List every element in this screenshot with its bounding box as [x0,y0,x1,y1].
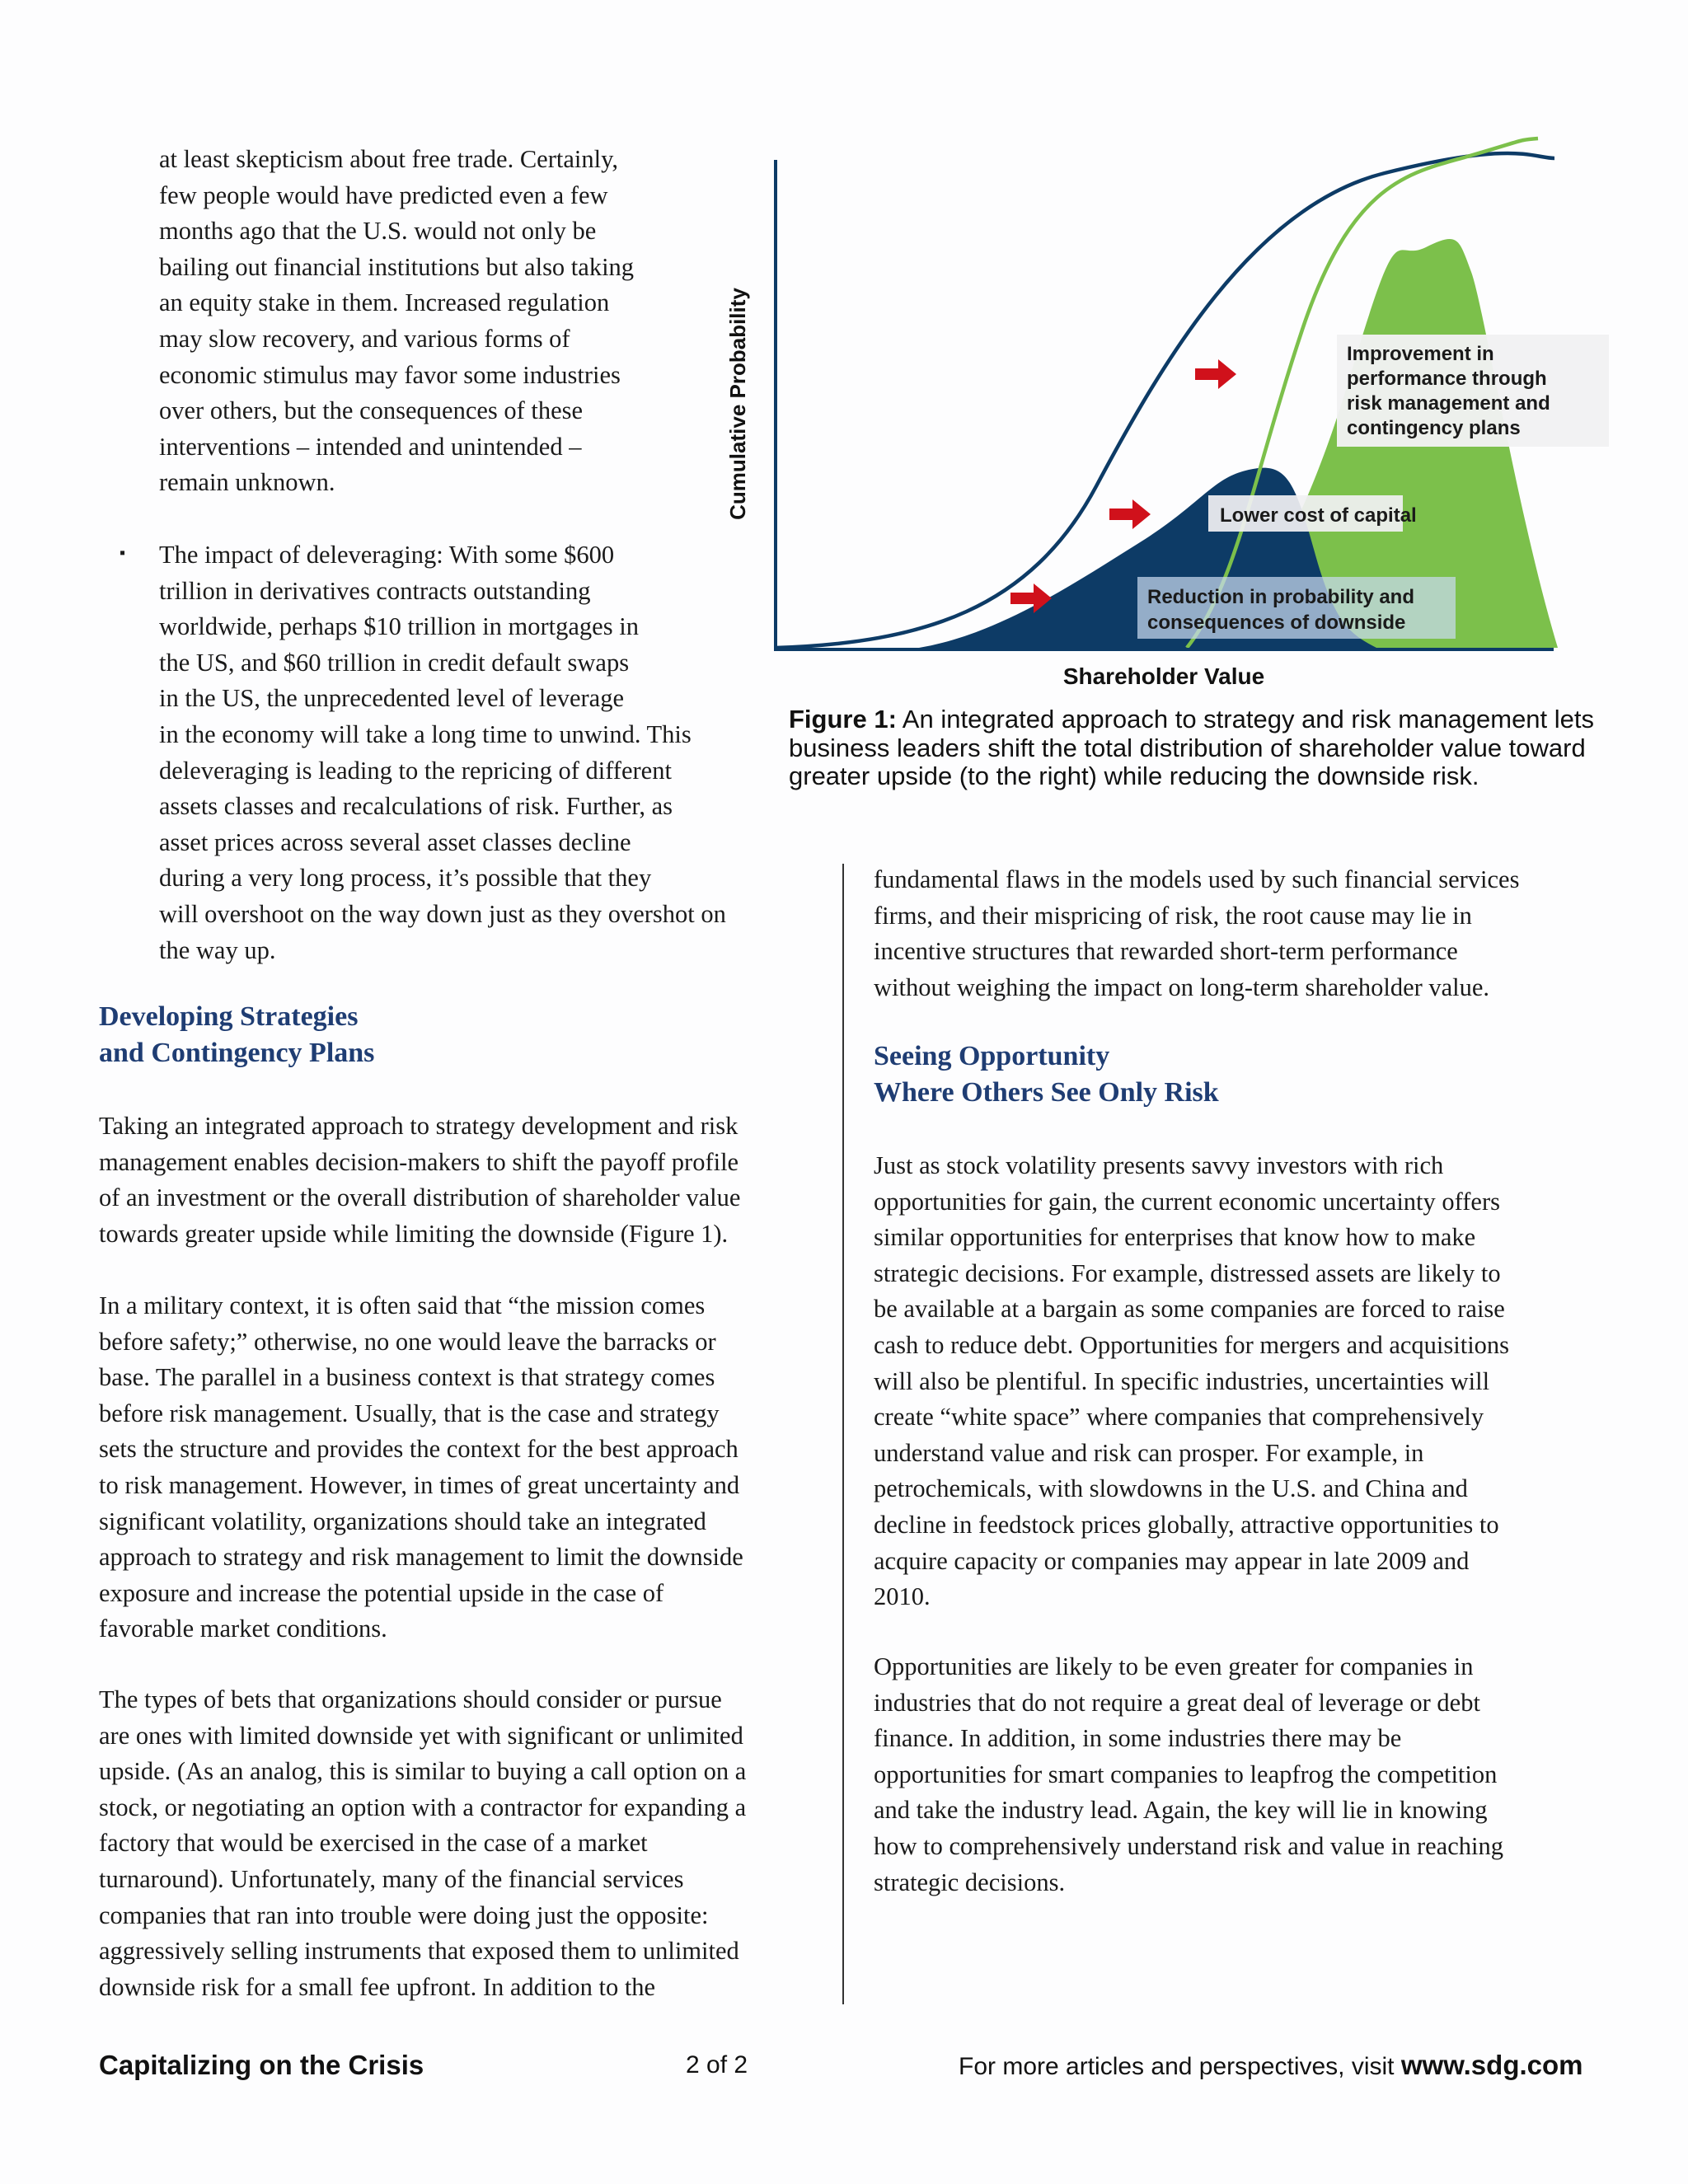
annotation-line: Improvement in [1347,343,1494,365]
caption-text: An integrated approach to strategy and risk management lets business leaders shift the total distribution of shareholder value toward greater upside (to the right) while reducing the downside risk. [789,705,1595,790]
text-line: bailing out financial institutions but also taking [159,252,635,281]
section-heading-opportunity [874,1038,1219,1111]
text-line: fundamental flaws in the models used by such financial services [874,865,1520,893]
annotation-line: performance through [1347,368,1547,390]
text-line: firms, and their mispricing of risk, the root cause may lie in [874,901,1472,930]
text-line: before risk management. Usually, that is the case and strategy [99,1399,720,1427]
paragraph-opportunities-greater [874,1649,1599,1900]
text-line: industries that do not require a great deal of leverage or debt [874,1688,1480,1717]
column-divider [842,864,844,2004]
y-axis-label: Cumulative Probability [725,288,750,520]
text-line: base. The parallel in a business context is that strategy comes [99,1363,715,1392]
text-line: during a very long process, it’s possible that they [159,864,652,893]
bullet-marker: ▪ [120,544,126,562]
text-line: Just as stock volatility presents savvy investors with rich [874,1151,1444,1179]
heading-line: Seeing Opportunity [874,1041,1110,1071]
text-line: The impact of deleveraging: With some $600 [159,541,615,569]
text-line: downside risk for a small fee upfront. In addition to the [99,1972,656,2001]
text-line: finance. In addition, in some industries there may be [874,1724,1402,1753]
text-line: significant volatility, organizations should take an integrated [99,1507,706,1535]
text-line: economic stimulus may favor some industries [159,360,621,389]
text-line: be available at a bargain as some companies are forced to raise [874,1295,1505,1324]
text-line: are ones with limited downside yet with significant or unlimited [99,1721,743,1750]
text-line: an equity stake in them. Increased regulation [159,288,610,317]
text-line: few people would have predicted even a few [159,180,608,209]
text-line: in the US, the unprecedented level of leverage [159,684,625,713]
text-line: In a military context, it is often said that “the mission comes [99,1291,706,1319]
footer-page-number: 2 of 2 [686,2051,748,2079]
text-line: will also be plentiful. In specific industries, uncertainties will [874,1366,1490,1395]
annotation-line: Reduction in probability and [1147,586,1414,608]
arrow-cost-of-capital-icon [1109,499,1151,529]
annotation-cost-of-capital [1208,495,1417,532]
text-line: worldwide, perhaps $10 trillion in mortgages in [159,612,639,641]
text-line: acquire capacity or companies may appear in late 2009 and [874,1546,1470,1575]
footer-title: Capitalizing on the Crisis [99,2050,424,2080]
text-line: of an investment or the overall distribution of shareholder value [99,1183,741,1212]
svg-text:Lower cost of capital [1220,504,1417,527]
text-line: opportunities for smart companies to leapfrog the competition [874,1760,1498,1788]
text-line: companies that ran into trouble were doing just the opposite: [99,1900,709,1929]
text-line: at least skepticism about free trade. Certainly, [159,145,618,173]
text-line: asset prices across several asset classes decline [159,827,631,856]
text-line: management enables decision-makers to shift the payoff profile [99,1147,739,1176]
text-line: cash to reduce debt. Opportunities for mergers and acquisitions [874,1330,1510,1359]
footer-visit [959,2049,1583,2083]
text-line: and take the industry lead. Again, the key will lie in knowing [874,1796,1488,1825]
text-line: petrochemicals, with slowdowns in the U.S. and China and [874,1474,1468,1503]
paragraph-types-of-bets [99,1682,824,2005]
annotation-line: consequences of downside [1147,612,1406,634]
heading-line: Where Others See Only Risk [874,1077,1219,1108]
text-line: towards greater upside while limiting the downside (Figure 1). [99,1219,729,1248]
text-line: 2010. [874,1582,931,1611]
paragraph-military-context [99,1288,824,1647]
text-line: aggressively selling instruments that exposed them to unlimited [99,1937,739,1966]
annotation-line: risk management and [1347,392,1550,415]
deleveraging-bullet [159,537,818,968]
text-line: upside. (As an analog, this is similar to buying a call option on a [99,1757,747,1786]
text-line: create “white space” where companies that comprehensively [874,1403,1484,1432]
text-line: without weighing the impact on long-term shareholder value. [874,972,1490,1001]
text-line: to risk management. However, in times of great uncertainty and [99,1470,740,1499]
paragraph-integrated-approach [99,1108,824,1252]
annotation-downside [1137,577,1456,639]
arrow-improvement-icon [1195,359,1236,389]
text-line: The types of bets that organizations should consider or pursue [99,1685,722,1713]
annotation-improvement [1337,335,1609,447]
heading-line: Developing Strategies [99,1001,359,1032]
text-line: similar opportunities for enterprises that know how to make [874,1223,1476,1252]
text-line: opportunities for gain, the current economic uncertainty offers [874,1187,1500,1216]
text-line: the way up. [159,935,276,964]
section-heading-strategies [99,999,374,1071]
text-line: strategic decisions. For example, distressed assets are likely to [874,1258,1501,1287]
text-line: the US, and $60 trillion in credit default swaps [159,648,630,677]
intro-paragraph [159,142,810,501]
text-line: Taking an integrated approach to strategy development and risk [99,1112,738,1140]
text-line: remain unknown. [159,468,335,497]
text-line: exposure and increase the potential upside in the case of [99,1578,664,1607]
footer-visit-text: For more articles and perspectives, visit [959,2053,1401,2080]
text-line: understand value and risk can prosper. For example, in [874,1438,1424,1467]
annotation-line: Lower cost of capital [1220,504,1417,527]
paragraph-stock-volatility [874,1148,1599,1615]
text-line: decline in feedstock prices globally, attractive opportunities to [874,1510,1499,1539]
text-line: favorable market conditions. [99,1615,387,1643]
text-line: will overshoot on the way down just as they overshot on [159,899,726,928]
text-line: sets the structure and provides the context for the best approach [99,1435,738,1464]
text-line: may slow recovery, and various forms of [159,324,570,353]
text-line: factory that would be exercised in the case of a market [99,1829,648,1858]
paragraph-fundamental-flaws [874,862,1599,1005]
text-line: stock, or negotiating an option with a contractor for expanding a [99,1793,747,1821]
text-line: approach to strategy and risk management to limit the downside [99,1543,743,1572]
text-line: how to comprehensively understand risk and value in reaching [874,1831,1503,1860]
text-line: interventions – intended and unintended – [159,432,582,461]
text-line: months ago that the U.S. would not only be [159,217,597,246]
figure-caption [789,705,1613,791]
text-line: Opportunities are likely to be even greater for companies in [874,1652,1474,1680]
caption-label: Figure 1: [789,705,897,733]
text-line: in the economy will take a long time to unwind. This [159,719,692,748]
text-line: over others, but the consequences of these [159,396,584,425]
footer-url-link[interactable]: www.sdg.com [1400,2050,1583,2080]
annotation-line: contingency plans [1347,417,1521,439]
figure-chart [725,124,1624,701]
text-line: trillion in derivatives contracts outstanding [159,576,591,605]
text-line: turnaround). Unfortunately, many of the financial services [99,1864,684,1893]
text-line: deleveraging is leading to the repricing of different [159,756,672,785]
text-line: incentive structures that rewarded short-term performance [874,937,1458,966]
text-line: before safety;” otherwise, no one would leave the barracks or [99,1327,716,1356]
text-line: strategic decisions. [874,1868,1066,1896]
x-axis-label: Shareholder Value [1062,663,1265,689]
text-line: assets classes and recalculations of risk. Further, as [159,792,673,821]
heading-line: and Contingency Plans [99,1038,375,1068]
